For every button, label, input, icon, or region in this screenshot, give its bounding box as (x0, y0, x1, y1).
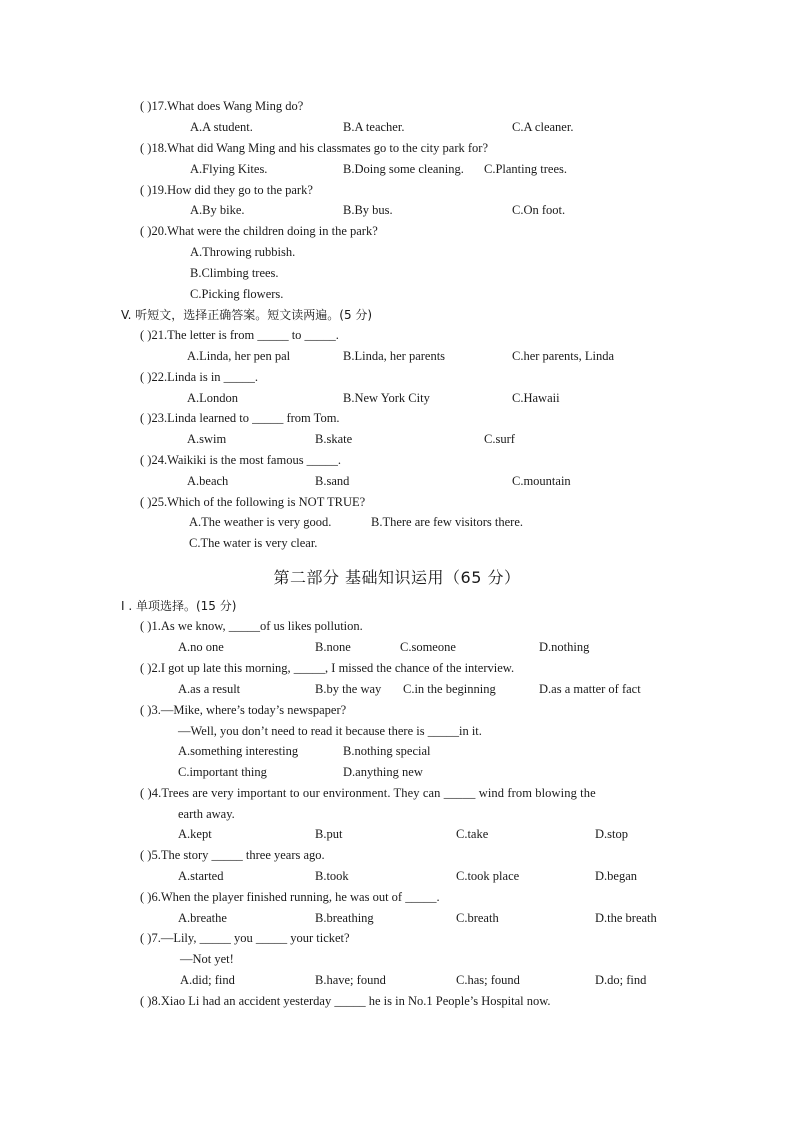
question-18-stem: ( )18.What did Wang Ming and his classmates go to the city park for? (140, 141, 488, 155)
question-4-option-b: B.put (315, 827, 343, 841)
question-18-option-c: C.Planting trees. (484, 162, 567, 176)
question-4-option-d: D.stop (595, 827, 628, 841)
question-4-option-a: A.kept (178, 827, 212, 841)
question-1-option-b: B.none (315, 640, 351, 654)
question-4-continuation: earth away. (178, 807, 235, 821)
question-25-option-a: A.The weather is very good. (189, 515, 332, 529)
question-1-option-d: D.nothing (539, 640, 590, 654)
question-7-option-c: C.has; found (456, 973, 520, 987)
question-6-stem: ( )6.When the player finished running, he was out of _____. (140, 890, 440, 904)
question-20-option-a: A.Throwing rubbish. (190, 245, 296, 259)
question-6-option-c: C.breath (456, 911, 499, 925)
question-3-dialogue-line: —Well, you don’t need to read it because there is _____in it. (178, 724, 482, 738)
question-19-option-c: C.On foot. (512, 203, 566, 217)
question-5-option-b: B.took (315, 869, 349, 883)
question-4-stem: ( )4.Trees are very important to our environment. They can _____ wind from blowing the (140, 786, 596, 800)
question-3-option-b: B.nothing special (343, 744, 431, 758)
question-25-option-b: B.There are few visitors there. (371, 515, 524, 529)
question-17-option-b: B.A teacher. (343, 120, 405, 134)
question-7-option-d: D.do; find (595, 973, 647, 987)
question-20-stem: ( )20.What were the children doing in the park? (140, 224, 378, 238)
question-6-option-d: D.the breath (595, 911, 657, 925)
question-2-option-a: A.as a result (178, 682, 241, 696)
question-21-option-c: C.her parents, Linda (512, 349, 615, 363)
question-23-option-b: B.skate (315, 432, 353, 446)
question-23-stem: ( )23.Linda learned to _____ from Tom. (140, 411, 340, 425)
question-23-option-c: C.surf (484, 432, 515, 446)
question-2-option-d: D.as a matter of fact (539, 682, 641, 696)
question-3-stem: ( )3.—Mike, where’s today’s newspaper? (140, 703, 347, 717)
question-25-stem: ( )25.Which of the following is NOT TRUE? (140, 495, 366, 509)
question-5-option-c: C.took place (456, 869, 520, 883)
question-7-option-a: A.did; find (180, 973, 235, 987)
question-8-stem: ( )8.Xiao Li had an accident yesterday _____ he is in No.1 People’s Hospital now. (140, 994, 551, 1008)
question-1-option-c: C.someone (400, 640, 456, 654)
question-20-option-c: C.Picking flowers. (190, 287, 284, 301)
question-17-option-a: A.A student. (190, 120, 253, 134)
question-22-option-b: B.New York City (343, 391, 430, 405)
question-5-option-d: D.began (595, 869, 637, 883)
question-7-dialogue-line: —Not yet! (180, 952, 234, 966)
question-6-option-b: B.breathing (315, 911, 374, 925)
question-21-option-a: A.Linda, her pen pal (187, 349, 291, 363)
part-2-title: 第二部分 基础知识运用（65 分） (273, 568, 521, 587)
question-19-stem: ( )19.How did they go to the park? (140, 183, 313, 197)
question-24-stem: ( )24.Waikiki is the most famous _____. (140, 453, 342, 467)
question-21-stem: ( )21.The letter is from _____ to _____. (140, 328, 339, 342)
question-3-option-a: A.something interesting (178, 744, 299, 758)
question-7-stem: ( )7.—Lily, _____ you _____ your ticket? (140, 931, 350, 945)
question-22-option-c: C.Hawaii (512, 391, 560, 405)
question-2-stem: ( )2.I got up late this morning, _____, I missed the chance of the interview. (140, 661, 515, 675)
question-6-option-a: A.breathe (178, 911, 227, 925)
question-5-stem: ( )5.The story _____ three years ago. (140, 848, 325, 862)
part-2-section-1-heading: I . 单项选择。(15 分) (121, 599, 237, 613)
question-3-option-d: D.anything new (343, 765, 423, 779)
question-24-option-b: B.sand (315, 474, 350, 488)
question-19-option-a: A.By bike. (190, 203, 245, 217)
question-22-option-a: A.London (187, 391, 239, 405)
question-17-option-c: C.A cleaner. (512, 120, 574, 134)
question-17-stem: ( )17.What does Wang Ming do? (140, 99, 304, 113)
question-2-option-b: B.by the way (315, 682, 382, 696)
question-24-option-c: C.mountain (512, 474, 571, 488)
question-2-option-c: C.in the beginning (403, 682, 496, 696)
question-20-option-b: B.Climbing trees. (190, 266, 279, 280)
question-1-stem: ( )1.As we know, _____of us likes pollution. (140, 619, 363, 633)
question-1-option-a: A.no one (178, 640, 224, 654)
question-18-option-a: A.Flying Kites. (190, 162, 268, 176)
question-19-option-b: B.By bus. (343, 203, 393, 217)
question-23-option-a: A.swim (187, 432, 227, 446)
question-24-option-a: A.beach (187, 474, 229, 488)
question-4-option-c: C.take (456, 827, 489, 841)
question-21-option-b: B.Linda, her parents (343, 349, 446, 363)
section-5-heading: V. 听短文，选择正确答案。短文读两遍。(5 分) (121, 308, 373, 322)
question-5-option-a: A.started (178, 869, 224, 883)
question-3-option-c: C.important thing (178, 765, 267, 779)
question-18-option-b: B.Doing some cleaning. (343, 162, 464, 176)
question-25-option-c: C.The water is very clear. (189, 536, 318, 550)
question-22-stem: ( )22.Linda is in _____. (140, 370, 259, 384)
question-7-option-b: B.have; found (315, 973, 386, 987)
